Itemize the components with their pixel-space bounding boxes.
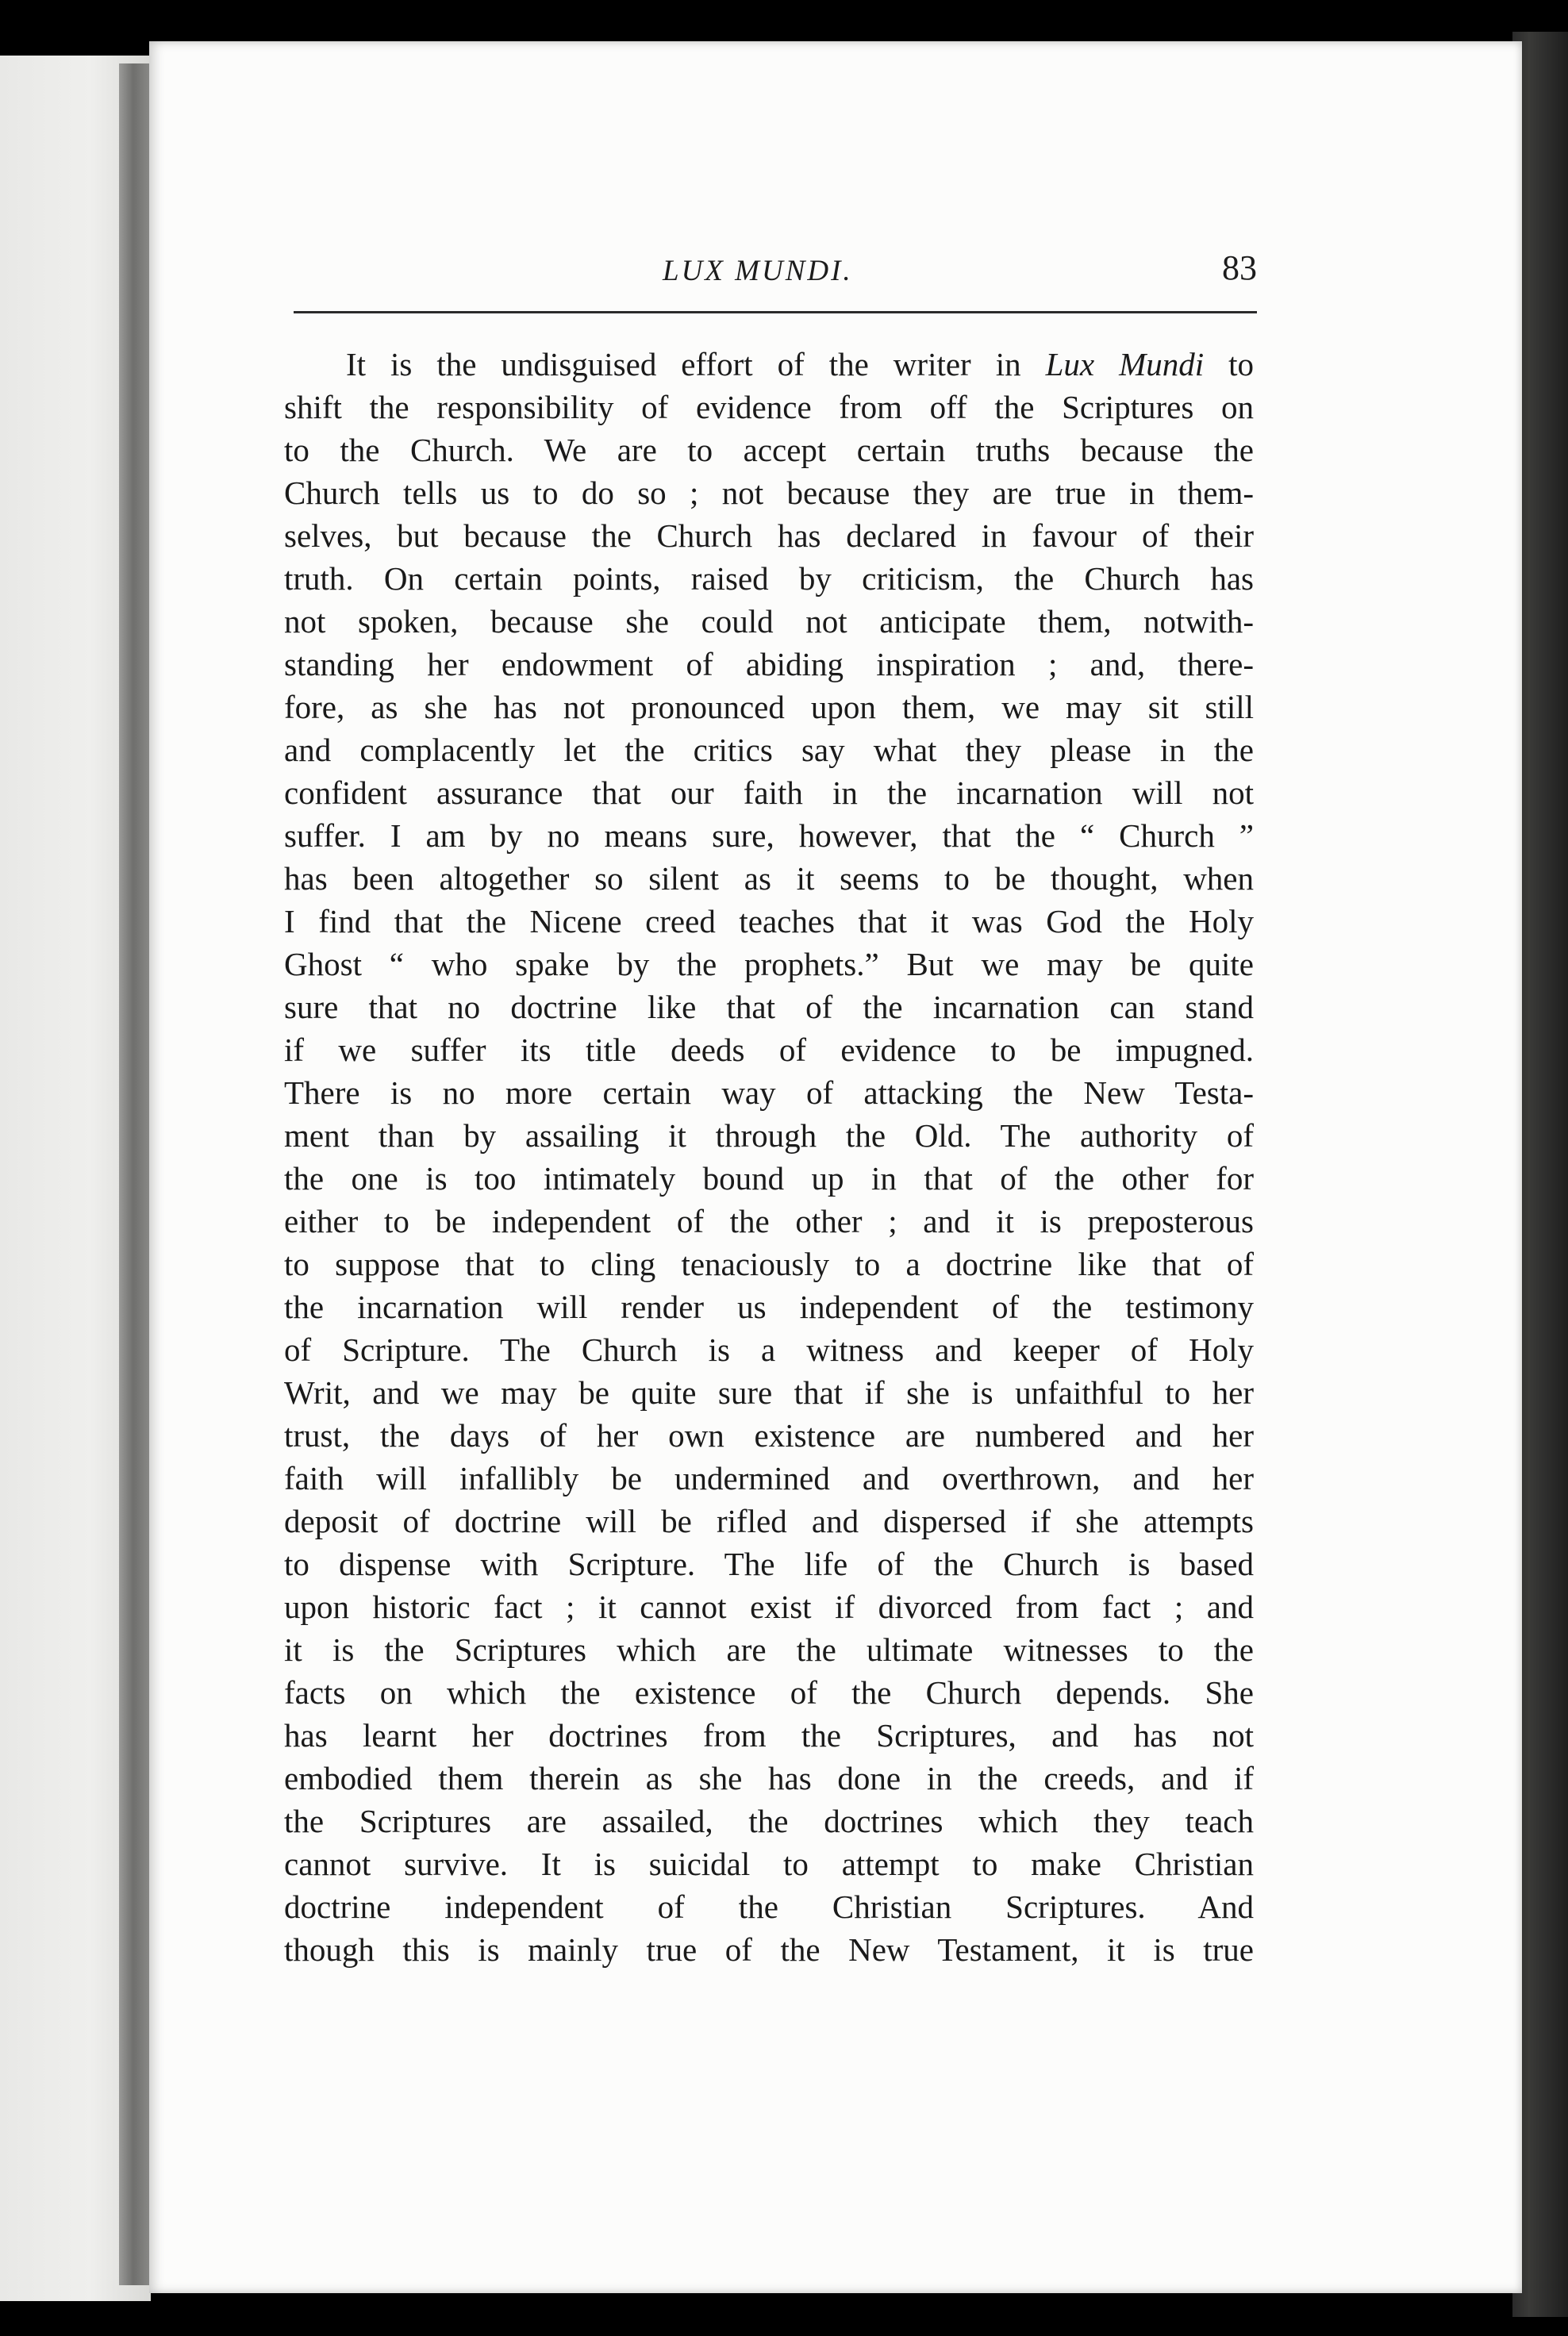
text-line [284,1800,1254,1842]
text-line [284,1457,1254,1500]
text-line [284,343,1254,386]
text-segment: facts on which the existence of the Church depends. She [284,1674,1254,1711]
text-line [284,857,1254,900]
text-segment: upon historic fact ; it cannot exist if divorced from fact ; and [284,1589,1254,1625]
text-line [284,386,1254,428]
text-segment: embodied them therein as she has done in the creeds, and if [284,1760,1254,1796]
running-title: LUX MUNDI. [663,255,853,287]
text-line [284,771,1254,814]
text-segment: shift the responsibility of evidence from off the Scriptures on [284,389,1254,425]
text-segment: either to be independent of the other ; and it is preposterous [284,1203,1254,1239]
text-segment: There is no more certain way of attacking the New Testa- [284,1074,1254,1111]
text-line [284,1671,1254,1714]
text-line [284,1628,1254,1671]
text-segment: and complacently let the critics say what they please in the [284,732,1254,768]
text-segment: truth. On certain points, raised by criticism, the Church has [284,560,1254,597]
italic-title: Lux Mundi [1045,346,1205,382]
text-segment: fore, as she has not pronounced upon them, we may sit still [284,689,1254,725]
text-segment: It is the undisguised effort of the writer in [346,346,1046,382]
text-segment: to dispense with Scripture. The life of the Church is based [284,1546,1254,1582]
text-segment: deposit of doctrine will be rifled and dispersed if she attempts [284,1503,1254,1539]
text-segment: doctrine independent of the Christian Scriptures. And [284,1888,1254,1925]
text-segment: standing her endowment of abiding inspiration ; and, there- [284,646,1254,682]
running-head [294,232,1257,313]
text-line [284,1071,1254,1114]
text-line [284,1842,1254,1885]
text-line [284,1200,1254,1243]
text-line [284,900,1254,943]
text-line [284,514,1254,557]
text-segment: suffer. I am by no means sure, however, that the “ Church ” [284,817,1254,854]
text-line [284,1885,1254,1928]
text-segment: of Scripture. The Church is a witness and keeper of Holy [284,1331,1254,1368]
text-line [284,1757,1254,1800]
text-line [284,643,1254,686]
text-segment: faith will infallibly be undermined and overthrown, and her [284,1460,1254,1496]
text-segment: ment than by assailing it through the Old. The authority of [284,1117,1254,1154]
text-line [284,1328,1254,1371]
text-line [284,1028,1254,1071]
text-line [284,1714,1254,1757]
text-segment: selves, but because the Church has declared in favour of their [284,517,1254,554]
text-line [284,1243,1254,1285]
text-line [284,1414,1254,1457]
book-gutter [119,63,151,2285]
text-segment: Ghost “ who spake by the prophets.” But we may be quite [284,946,1254,982]
text-segment: cannot survive. It is suicidal to attempt to make Christian [284,1846,1254,1882]
text-segment: to suppose that to cling tenaciously to a doctrine like that of [284,1246,1254,1282]
text-line [284,471,1254,514]
text-line [284,986,1254,1028]
text-line [284,686,1254,728]
text-segment: Writ, and we may be quite sure that if she is unfaithful to her [284,1374,1254,1411]
text-line [284,1543,1254,1585]
text-segment: not spoken, because she could not anticipate them, notwith- [284,603,1254,640]
text-segment: it is the Scriptures which are the ultimate witnesses to the [284,1631,1254,1668]
text-segment: confident assurance that our faith in the incarnation will not [284,774,1254,811]
text-segment: I find that the Nicene creed teaches that it was God the Holy [284,903,1254,939]
text-line [284,600,1254,643]
text-line [284,814,1254,857]
text-segment: Church tells us to do so ; not because they are true in them- [284,474,1254,511]
text-segment: the one is too intimately bound up in that of the other for [284,1160,1254,1197]
text-segment: if we suffer its title deeds of evidence to be impugned. [284,1032,1254,1068]
text-line [284,1371,1254,1414]
text-segment: to the Church. We are to accept certain truths because the [284,432,1254,468]
text-segment: the incarnation will render us independent of the testimony [284,1289,1254,1325]
text-segment: though this is mainly true of the New Testament, it is true [284,1931,1254,1968]
body-text [284,343,1254,1971]
text-line [284,1500,1254,1543]
text-line [284,557,1254,600]
text-segment: sure that no doctrine like that of the incarnation can stand [284,989,1254,1025]
text-line [284,1157,1254,1200]
text-segment: has been altogether so silent as it seems to be thought, when [284,860,1254,897]
text-line [284,728,1254,771]
text-segment: trust, the days of her own existence are numbered and her [284,1417,1254,1454]
text-segment: to [1204,346,1254,382]
text-line [284,1928,1254,1971]
text-line [284,428,1254,471]
text-segment: the Scriptures are assailed, the doctrines which they teach [284,1803,1254,1839]
text-line [284,1114,1254,1157]
text-line [284,943,1254,986]
text-line [284,1585,1254,1628]
text-segment: has learnt her doctrines from the Scriptures, and has not [284,1717,1254,1754]
page-number: 83 [1222,248,1257,287]
text-line [284,1285,1254,1328]
